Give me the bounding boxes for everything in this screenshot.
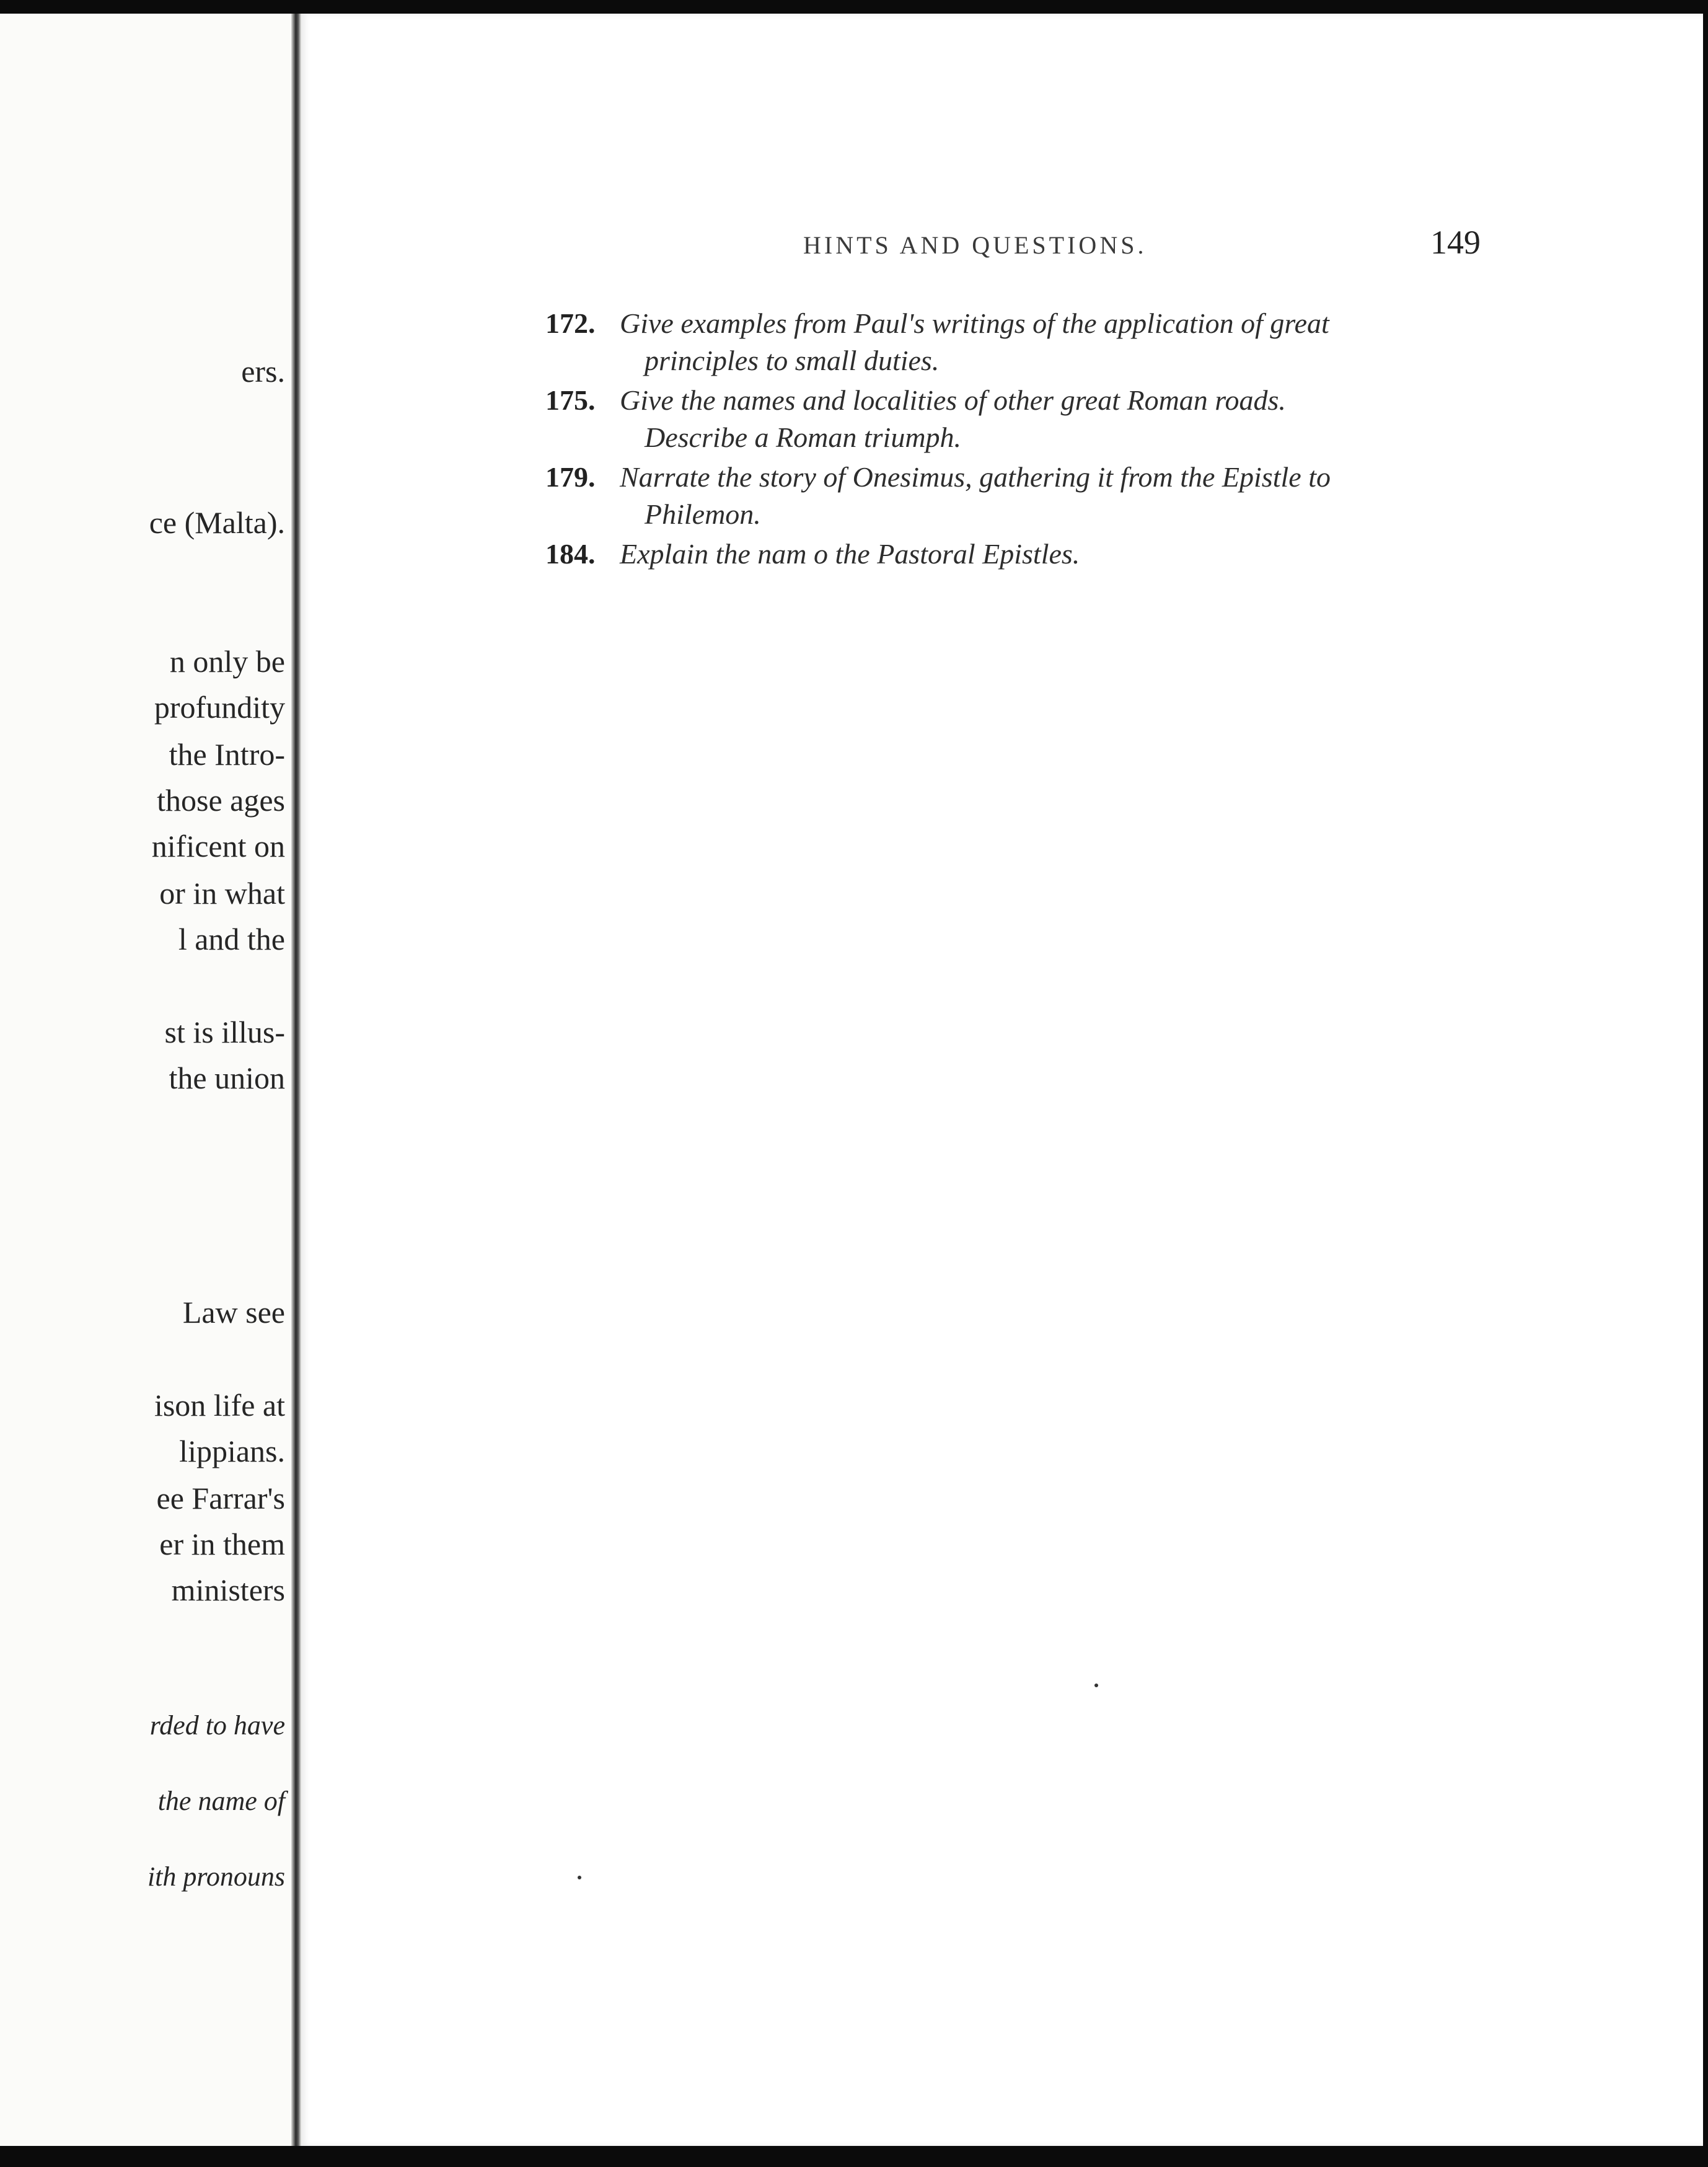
question-text xyxy=(620,459,1549,533)
question-number: 184. xyxy=(545,538,596,570)
scan-speck xyxy=(1094,1684,1098,1687)
scan-speck xyxy=(578,1876,581,1879)
previous-page-line: l and the xyxy=(178,922,285,956)
previous-page-line: st is illus- xyxy=(164,1015,285,1049)
previous-page-line: ministers xyxy=(171,1573,285,1607)
previous-page-line: ison life at xyxy=(154,1388,285,1423)
running-head: HINTS AND QUESTIONS. xyxy=(803,231,1147,259)
question-line-continued: principles to small duties. xyxy=(645,345,940,376)
question-line: Explain the nam o the Pastoral Epistles. xyxy=(620,538,1080,570)
previous-page-line: lippians. xyxy=(179,1434,285,1468)
question-line-continued: Philemon. xyxy=(645,498,761,530)
previous-page-line: those ages xyxy=(157,783,285,818)
previous-page-fragment xyxy=(0,14,296,2146)
question-number: 172. xyxy=(545,307,596,339)
question-item xyxy=(545,459,1549,533)
question-item xyxy=(545,305,1549,379)
questions-list xyxy=(545,305,1549,575)
question-item xyxy=(545,382,1549,456)
previous-page-line: ee Farrar's xyxy=(156,1481,285,1516)
question-line-continued: Describe a Roman triumph. xyxy=(645,421,962,453)
previous-page-line: ers. xyxy=(241,354,285,389)
previous-page-line: er in them xyxy=(159,1527,285,1561)
question-text xyxy=(620,382,1549,456)
previous-page-line: the name of xyxy=(157,1786,285,1816)
question-text xyxy=(620,536,1549,573)
previous-page-line: n only be xyxy=(169,644,285,679)
question-number: 179. xyxy=(545,461,596,493)
previous-page-line: ce (Malta). xyxy=(149,505,285,540)
question-number: 175. xyxy=(545,384,596,416)
previous-page-line: or in what xyxy=(159,876,285,911)
question-item xyxy=(545,536,1549,573)
page-number: 149 xyxy=(1430,224,1481,261)
previous-page-line: Law see xyxy=(182,1295,285,1330)
previous-page-line: ith pronouns xyxy=(147,1861,285,1892)
question-line: Give the names and localities of other great Roman roads. xyxy=(620,384,1286,416)
previous-page-line: the Intro- xyxy=(169,737,285,772)
previous-page-line: the union xyxy=(169,1061,285,1095)
previous-page-line: nificent on xyxy=(151,829,285,863)
question-text xyxy=(620,305,1549,379)
previous-page-line: profundity xyxy=(154,690,285,725)
previous-page-line: rded to have xyxy=(149,1710,285,1741)
question-line: Narrate the story of Onesimus, gathering it from the Epistle to xyxy=(620,461,1331,493)
question-line: Give examples from Paul's writings of the application of great xyxy=(620,307,1329,339)
book-gutter xyxy=(291,14,301,2146)
current-page xyxy=(301,14,1703,2146)
